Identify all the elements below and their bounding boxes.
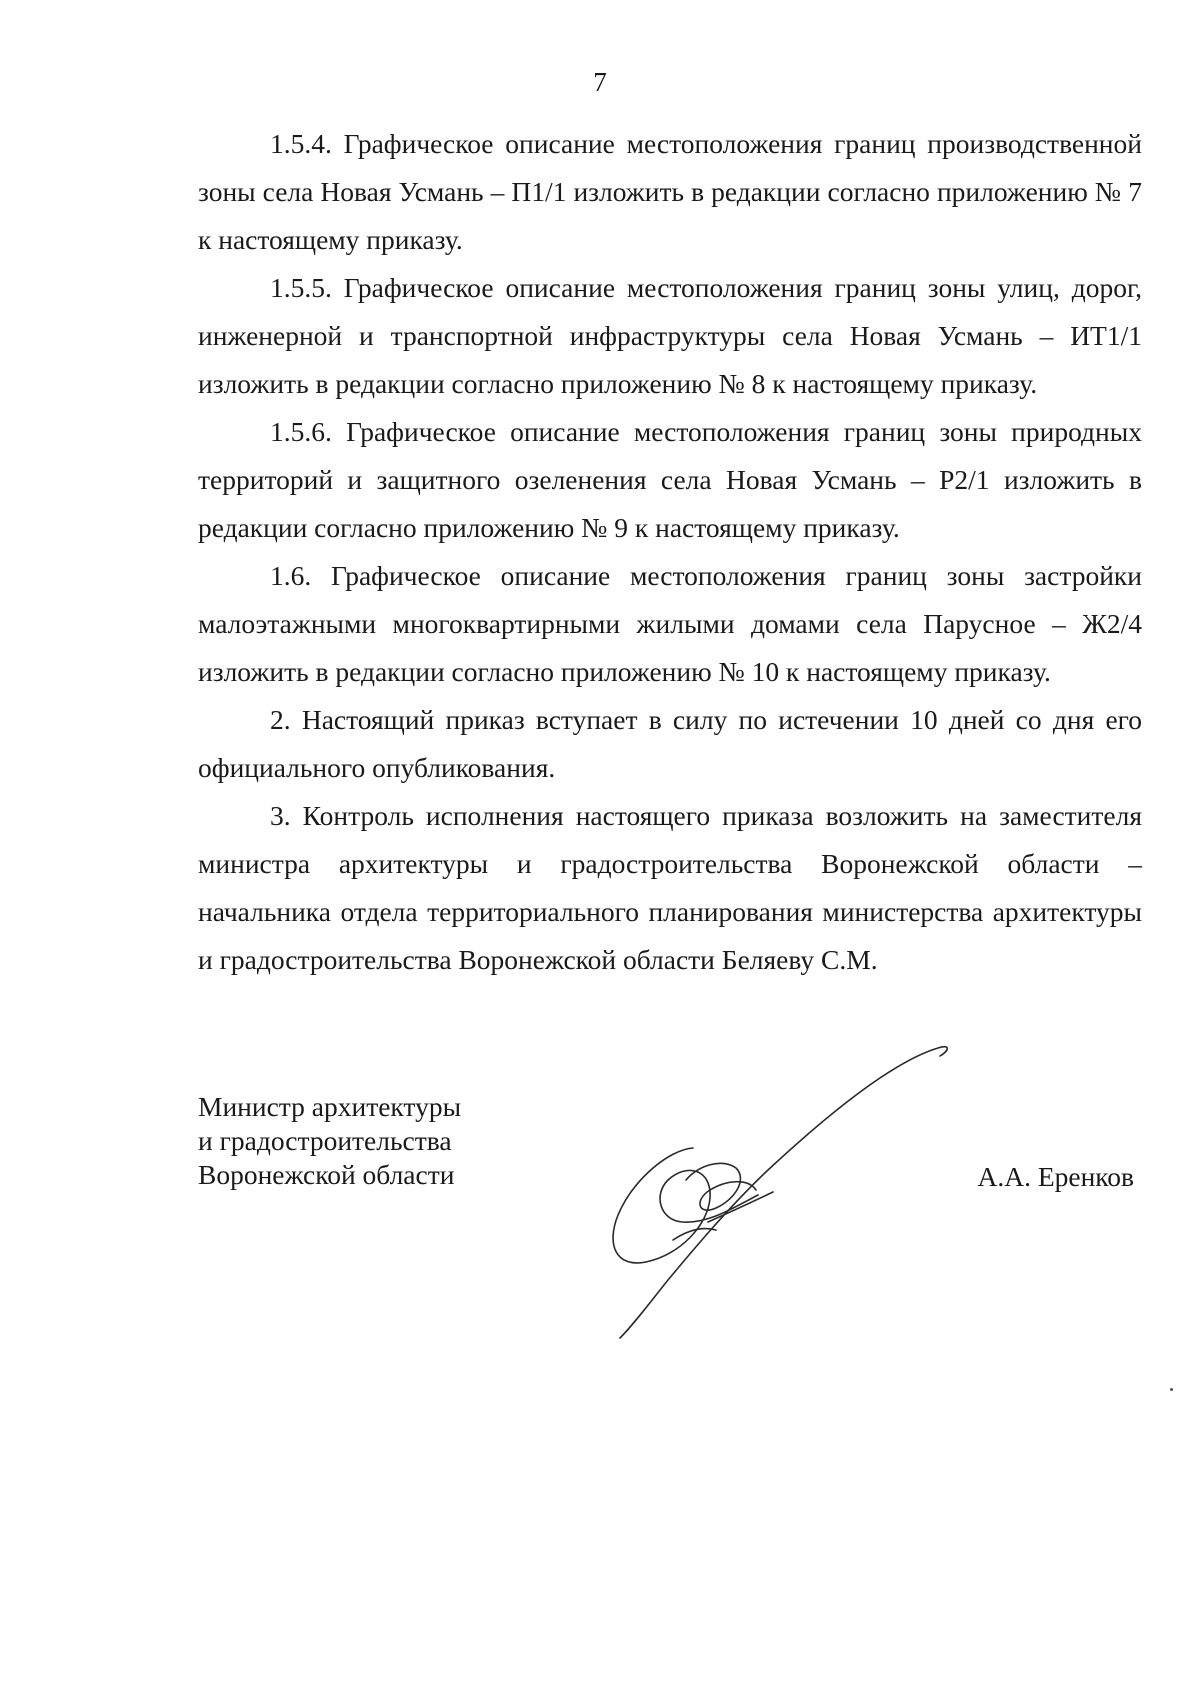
paragraph-1-6: 1.6. Графическое описание местоположения границ зоны застройки малоэтажными многоквартирными жилыми домами села Парусное – Ж2/4 изложить в редакции согласно приложению № 10 к настоящему приказу. [198,560,1142,687]
handwritten-signature [598,1030,958,1370]
signer-title-line: Министр архитектуры [198,1091,462,1122]
signature-block [198,1090,1142,1290]
paragraph-2: 2. Настоящий приказ вступает в силу по истечении 10 дней со дня его официального опубликования. [198,704,1142,783]
paragraph-1-5-5: 1.5.5. Графическое описание местоположения границ зоны улиц, дорог, инженерной и транспортной инфраструктуры села Новая Усмань – ИТ1/1 изложить в редакции согласно приложению № 8 к настоящему приказу. [198,272,1142,399]
paragraph-1-5-4: 1.5.4. Графическое описание местоположения границ производственной зоны села Новая Усмань – П1/1 изложить в редакции согласно приложению № 7 к настоящему приказу. [198,128,1142,255]
scan-artifact-dot [1170,1388,1173,1391]
signer-name: А.А. Еренков [977,1161,1134,1192]
signer-title [198,1090,461,1192]
paragraph-1-5-6: 1.5.6. Графическое описание местоположения границ зоны природных территорий и защитного озеленения села Новая Усмань – Р2/1 изложить в редакции согласно приложению № 9 к настоящему приказу. [198,416,1142,543]
paragraph-3: 3. Контроль исполнения настоящего приказа возложить на заместителя министра архитектуры и градостроительства Воронежской области – начальника отдела территориального планирования министерства архитектуры и градостроительства Воронежской области Беляеву С.М. [198,800,1142,975]
document-body [198,120,1142,984]
page-number: 7 [593,67,607,97]
signer-title-line: и градостроительства [198,1125,452,1156]
signer-title-line: Воронежской области [198,1159,455,1190]
